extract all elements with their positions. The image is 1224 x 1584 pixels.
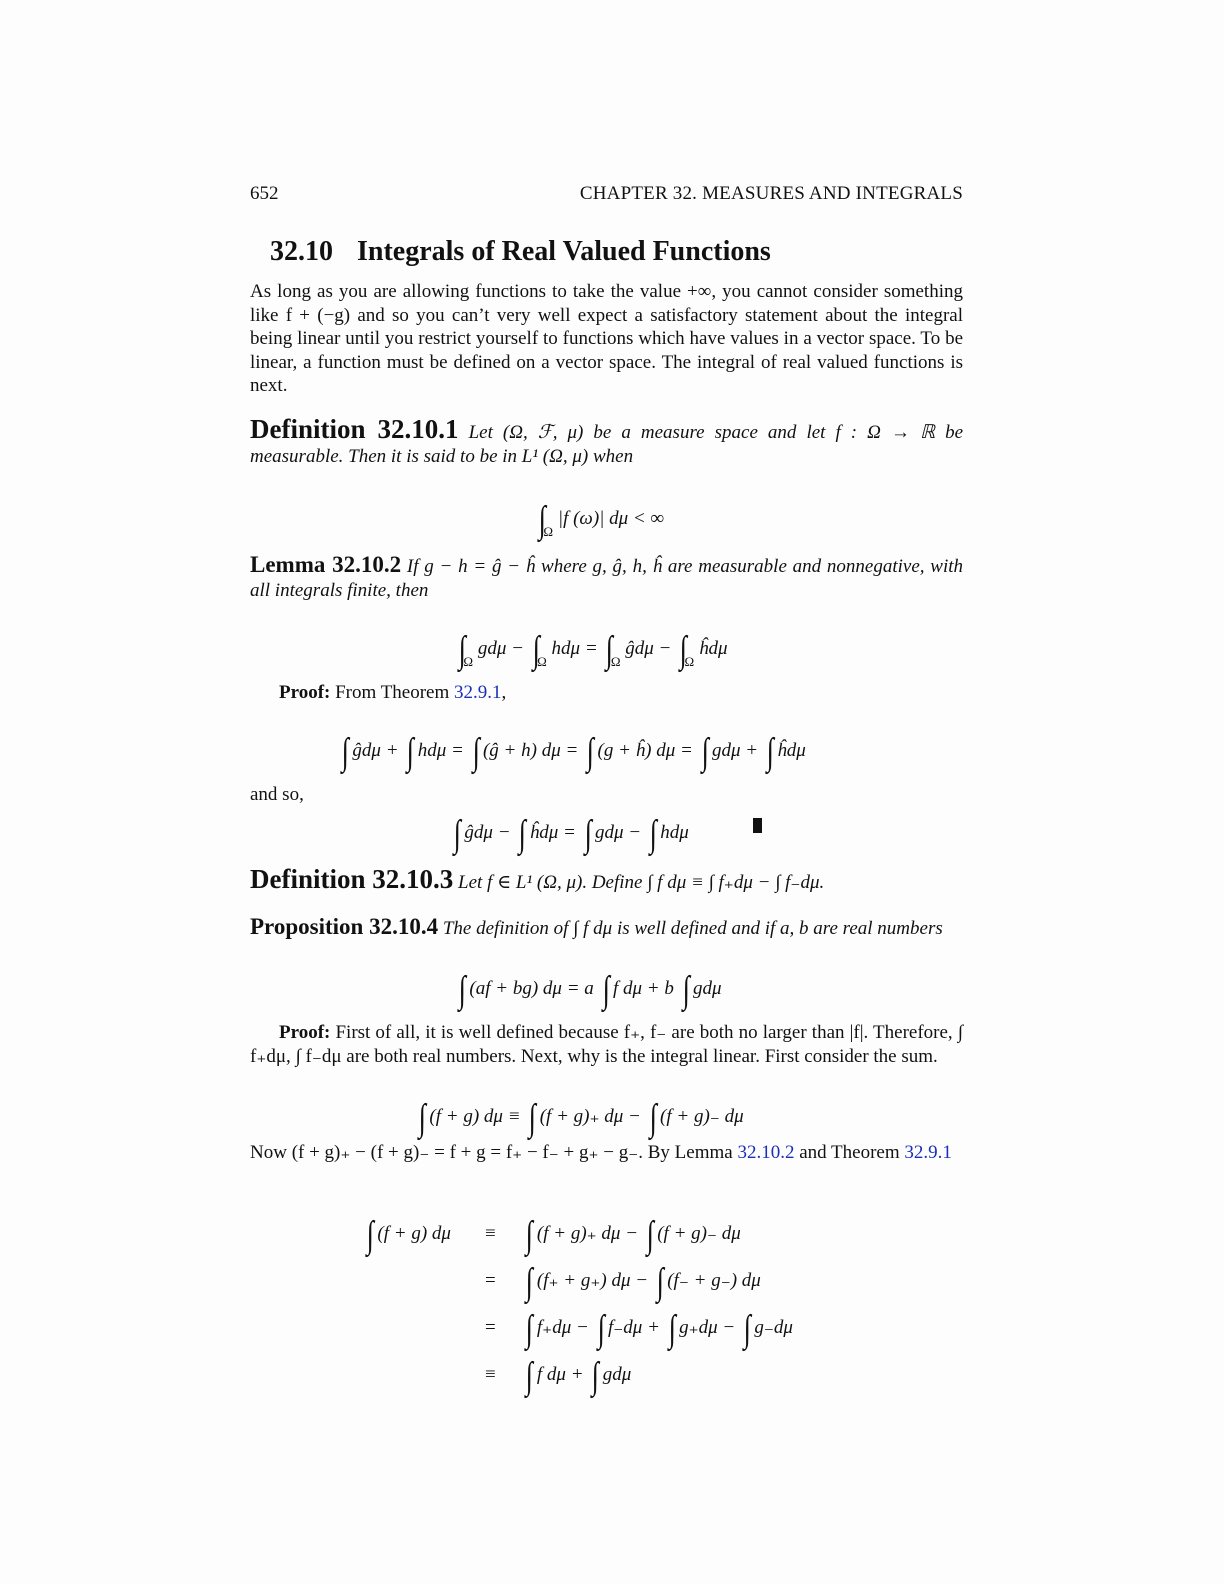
chapter-title: CHAPTER 32. MEASURES AND INTEGRALS — [579, 183, 963, 204]
definition-heading: Definition 32.10.1 — [250, 414, 459, 444]
relation-symbol: = — [485, 1317, 496, 1338]
integral-sign: ∫ — [646, 1214, 654, 1256]
equation-term: f dμ + b — [612, 978, 674, 999]
integral-sign: ∫ — [472, 731, 480, 773]
section-number: 32.10 — [270, 236, 333, 267]
proof-text: First of all, it is well defined because f₊, f₋ are both no larger than |f|. Therefore, ∫ f₊dμ, ∫ f₋dμ are both real numbers. Next, why is the integral linear. First consider the sum. — [250, 1022, 963, 1067]
integral-domain: Ω — [537, 654, 547, 669]
integral-sign: ∫ — [586, 731, 594, 773]
integral-sign: ∫ — [584, 813, 592, 855]
integral-sign: ∫ — [668, 1308, 676, 1350]
integral-sign: ∫ — [701, 731, 709, 773]
equation-term: gdμ − — [477, 638, 524, 659]
integral-sign: ∫ — [453, 813, 461, 855]
integral-sign: ∫ — [341, 731, 349, 773]
integral-sign: ∫ — [526, 1261, 534, 1303]
intro-paragraph: As long as you are allowing functions to take the value +∞, you cannot consider something like f + (−g) and so you can’t very well expect a satisfactory statement about the integral being linear until you restrict yourself to functions which have values in a vector space. To be linear, a function must be defined on a vector space. The integral of real valued functions is next. — [250, 281, 963, 397]
lemma-link[interactable]: 32.10.2 — [737, 1142, 795, 1163]
equation-term: hdμ = — [551, 638, 598, 659]
theorem-link[interactable]: 32.9.1 — [904, 1142, 952, 1163]
definition-32-10-3 — [250, 864, 963, 895]
relation-symbol: ≡ — [485, 1364, 496, 1385]
proposition-text: The definition of ∫ f dμ is well defined and if a, b are real numbers — [442, 918, 943, 939]
integral-sign: ∫ — [458, 629, 466, 671]
equation-term: (f + g)₋ dμ — [657, 1223, 741, 1244]
equation-body: |f (ω)| dμ < ∞ — [557, 508, 665, 529]
integral-sign: ∫ — [418, 1097, 426, 1139]
definition-heading: Definition 32.10.3 — [250, 864, 454, 894]
align-row-3 — [485, 1299, 793, 1350]
integral-sign: ∫ — [532, 629, 540, 671]
equation-term: ĥdμ = — [529, 822, 576, 843]
integral-sign: ∫ — [366, 1214, 374, 1256]
proposition-heading: Proposition 32.10.4 — [250, 914, 439, 939]
integral-sign: ∫ — [526, 1355, 534, 1397]
integral-domain: Ω — [543, 524, 554, 539]
equation-term: g₋dμ — [754, 1317, 793, 1338]
integral-sign: ∫ — [528, 1097, 537, 1139]
qed-box — [753, 818, 762, 833]
integral-domain: Ω — [463, 654, 474, 669]
proof-label: Proof: — [279, 682, 331, 703]
equation-term: gdμ — [693, 978, 722, 999]
equation-term: f dμ + — [536, 1364, 584, 1385]
definition-text: Let f ∈ L¹ (Ω, μ). Define ∫ f dμ ≡ ∫ f₊dμ − ∫ f₋dμ. — [458, 872, 825, 893]
equation-term: gdμ − — [594, 822, 642, 843]
integral-sign: ∫ — [649, 813, 657, 855]
integral-sign: ∫ — [526, 1308, 534, 1350]
integral-sign: ∫ — [526, 1214, 534, 1256]
equation-term: (f₋ + g₋) dμ — [667, 1270, 761, 1291]
equation-term: f₋dμ + — [607, 1317, 660, 1338]
proof-label: Proof: — [279, 1022, 331, 1043]
integral-sign: ∫ — [406, 731, 415, 773]
integral-sign: ∫ — [591, 1355, 600, 1397]
integral-sign: ∫ — [649, 1097, 657, 1139]
integral-sign: ∫ — [743, 1308, 751, 1350]
equation-term: hdμ — [660, 822, 689, 843]
definition-text: Let (Ω, ℱ, μ) be a measure space and let f : Ω → ℝ be measurable. Then it is said to be in L¹ (Ω, μ) when — [250, 422, 964, 467]
equation-term: (ĝ + h) dμ = — [482, 740, 579, 761]
equation-term: (f + g)₊ dμ − — [536, 1223, 639, 1244]
def1-equation — [535, 490, 665, 541]
definition-32-10-1 — [250, 414, 964, 468]
equation-term: ĝdμ + — [352, 740, 399, 761]
theorem-link[interactable]: 32.9.1 — [454, 682, 502, 703]
equation-term: (af + bg) dμ = a — [469, 978, 594, 999]
equation-term: ĝdμ − — [625, 638, 672, 659]
proposition-equation — [455, 960, 722, 1011]
lemma-heading: Lemma 32.10.2 — [250, 552, 402, 577]
proof-1-intro — [279, 681, 963, 705]
integral-sign: ∫ — [766, 731, 774, 773]
align-row-4 — [485, 1346, 632, 1397]
now-text-mid: and Theorem — [799, 1142, 900, 1163]
align-lhs — [363, 1205, 451, 1256]
relation-symbol: = — [485, 1270, 496, 1291]
equation-term: (f + g)₋ dμ — [660, 1106, 744, 1127]
integral-sign: ∫ — [458, 969, 466, 1011]
align-row-1 — [485, 1205, 741, 1256]
lemma-32-10-2 — [250, 553, 963, 602]
lemma-equation — [455, 620, 728, 671]
relation-symbol: ≡ — [485, 1223, 496, 1244]
punctuation: , — [501, 682, 507, 703]
equation-term: g₊dμ − — [679, 1317, 736, 1338]
proof-1-equation-1 — [338, 722, 806, 773]
align-row-2 — [485, 1252, 761, 1303]
proof-text: From Theorem — [335, 682, 450, 703]
equation-term: (g + ĥ) dμ = — [597, 740, 693, 761]
integral-sign: ∫ — [518, 813, 527, 855]
equation-term: hdμ = — [417, 740, 464, 761]
integral-sign: ∫ — [538, 499, 546, 541]
now-text: Now (f + g)₊ − (f + g)₋ = f + g = f₊ − f₋ + g₊ − g₋. By Lemma — [250, 1142, 733, 1163]
integral-sign: ∫ — [605, 629, 614, 671]
equation-term: (f₊ + g₊) dμ − — [536, 1270, 649, 1291]
integral-sign: ∫ — [597, 1308, 605, 1350]
equation-term: ĥdμ — [777, 740, 806, 761]
integral-sign: ∫ — [656, 1261, 664, 1303]
equation-term: f₊dμ − — [536, 1317, 589, 1338]
proof-1-equation-2 — [450, 804, 689, 855]
proposition-32-10-4 — [250, 915, 963, 941]
equation-term: (f + g) dμ — [377, 1223, 451, 1244]
proof-2-equation — [415, 1088, 744, 1139]
lemma-text: If g − h = ĝ − ĥ where g, ĝ, h, ĥ are measurable and nonnegative, with all integrals finite, then — [250, 556, 963, 601]
integral-sign: ∫ — [682, 969, 690, 1011]
integral-domain: Ω — [684, 654, 695, 669]
section-title: Integrals of Real Valued Functions — [357, 236, 771, 267]
proof-2-intro — [250, 1021, 963, 1068]
equation-term: gdμ — [602, 1364, 632, 1385]
page-number: 652 — [250, 183, 279, 204]
integral-domain: Ω — [610, 654, 621, 669]
and-so-text: and so, — [250, 784, 304, 805]
equation-term: ĥdμ — [698, 638, 728, 659]
now-paragraph — [250, 1141, 963, 1165]
equation-term: (f + g) dμ ≡ — [429, 1106, 521, 1127]
integral-sign: ∫ — [679, 629, 687, 671]
equation-term: (f + g)₊ dμ − — [539, 1106, 641, 1127]
integral-sign: ∫ — [602, 969, 610, 1011]
section-heading — [270, 236, 771, 268]
equation-term: gdμ + — [712, 740, 759, 761]
equation-term: ĝdμ − — [464, 822, 511, 843]
